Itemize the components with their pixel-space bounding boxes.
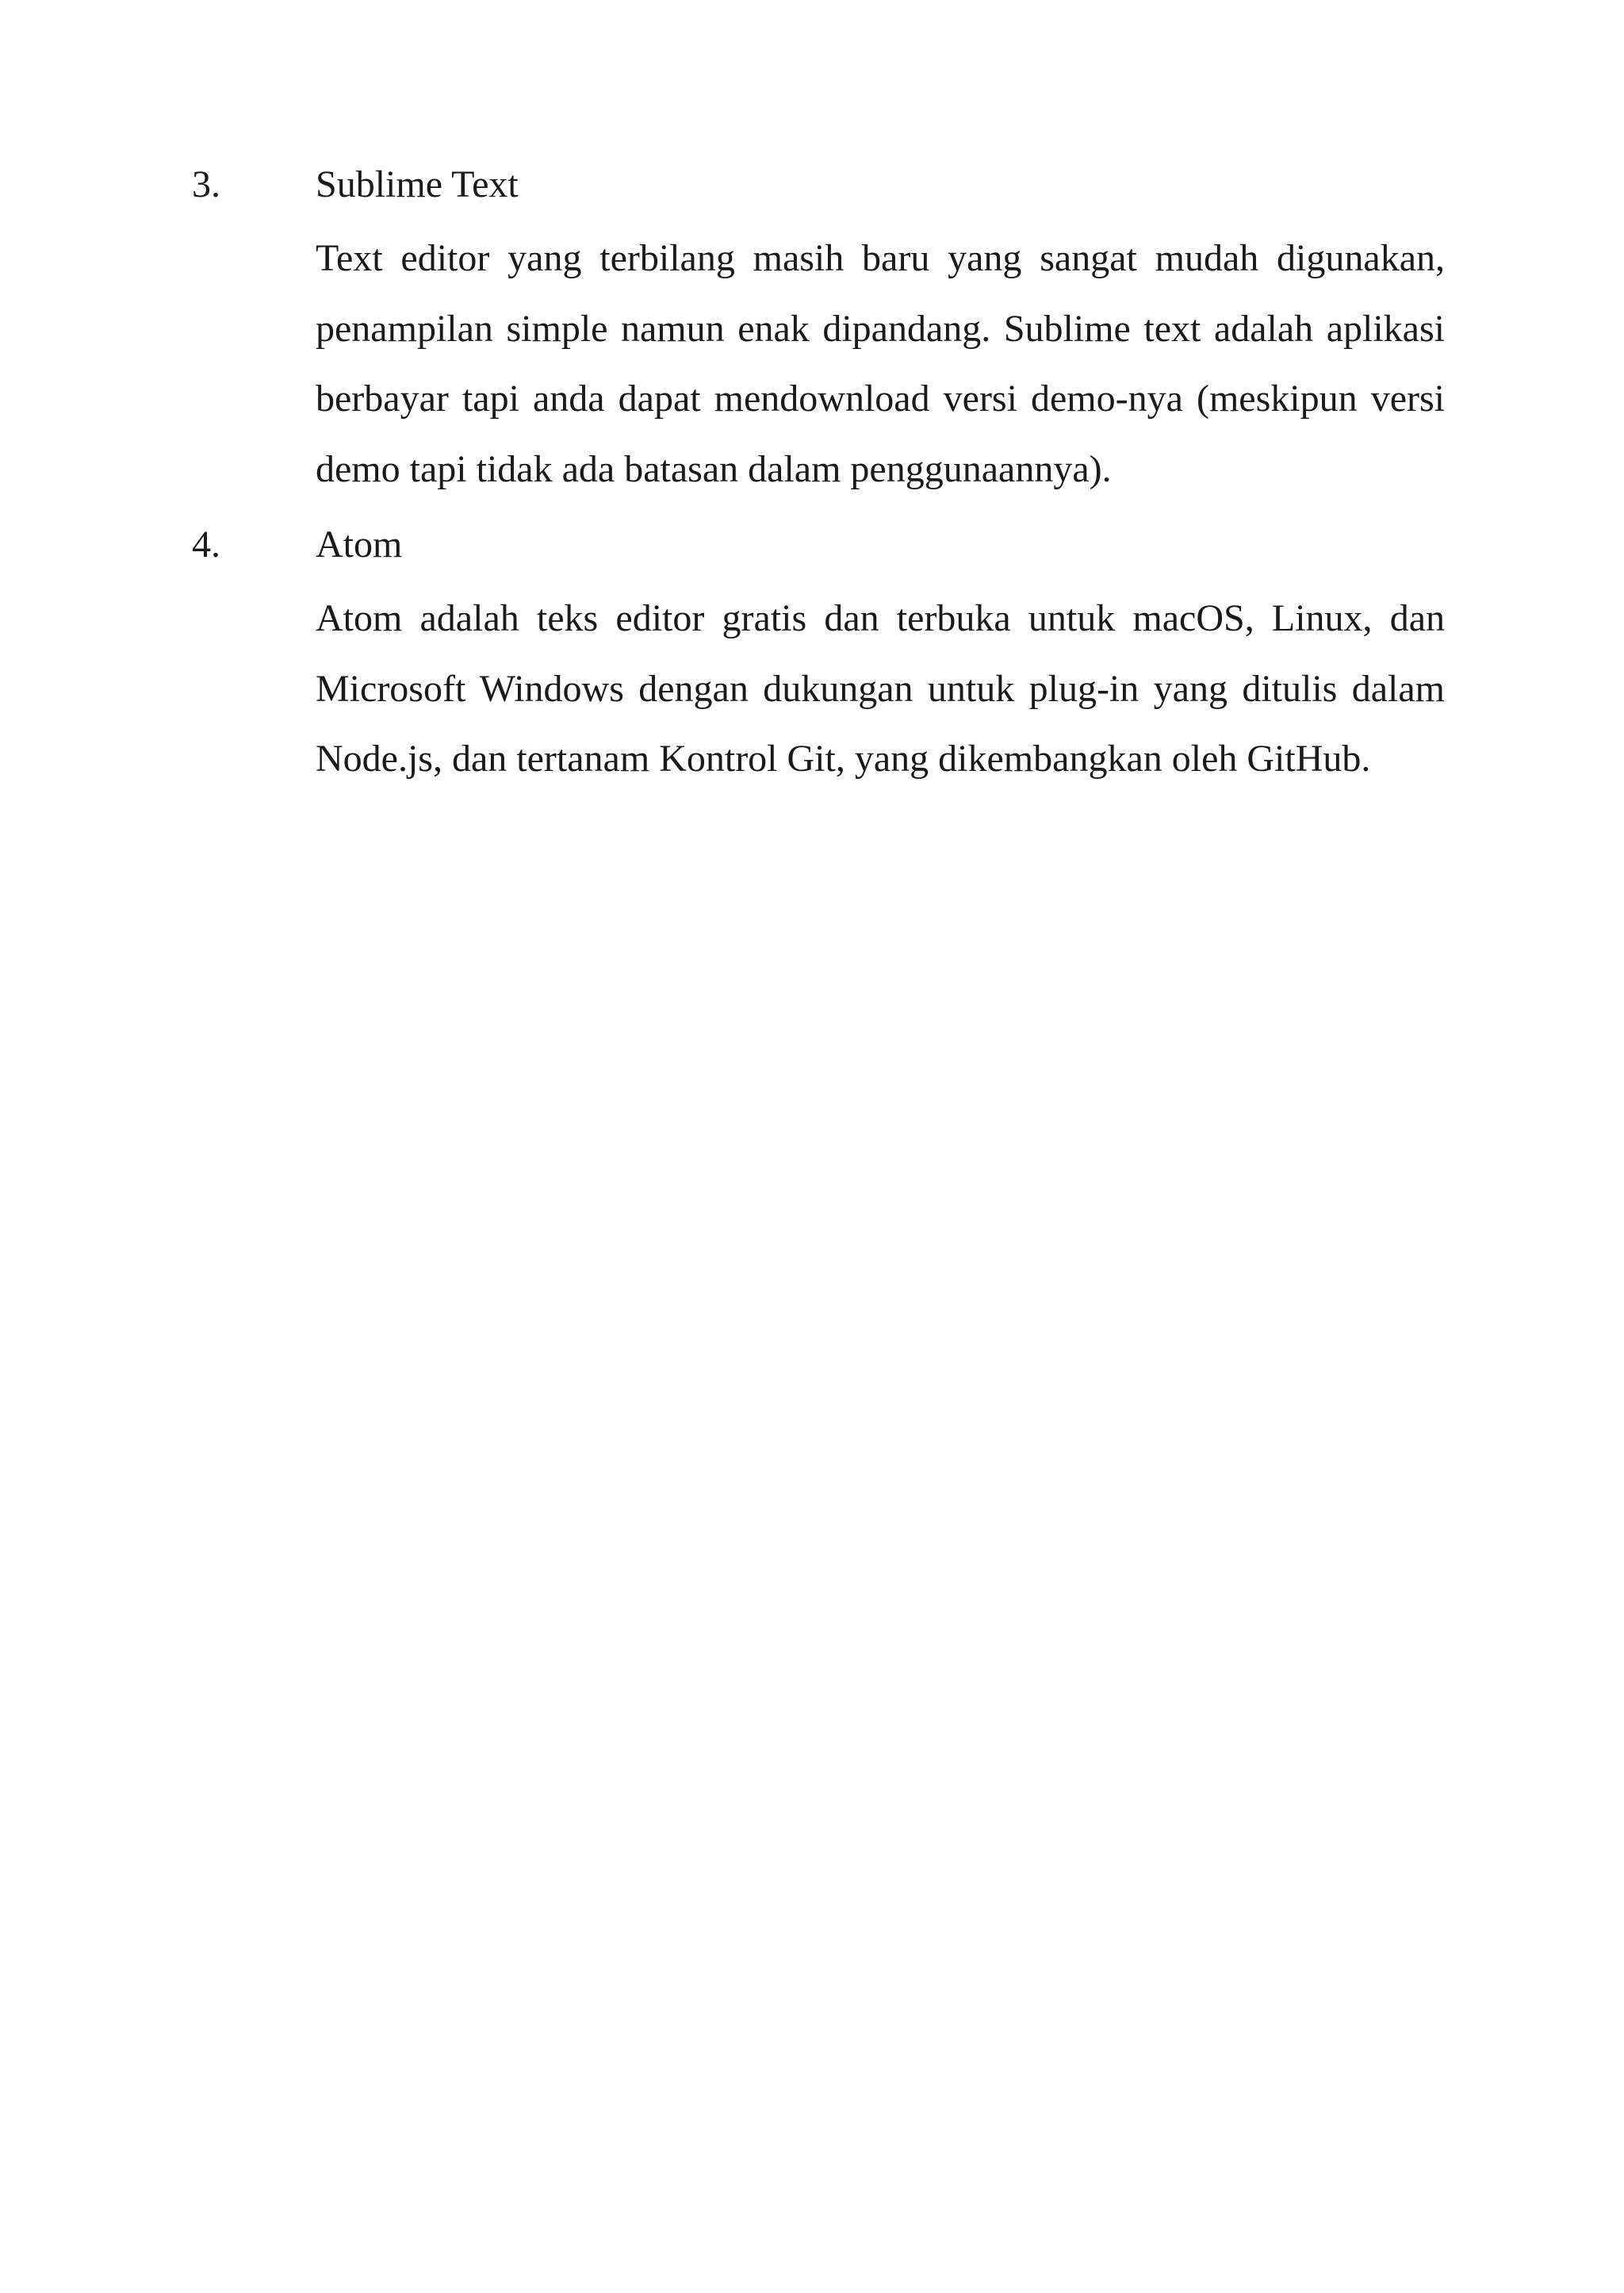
- list-item-number: 4.: [192, 523, 220, 566]
- list-item-paragraph: Text editor yang terbilang masih baru yang sangat mudah digunakan, penampilan simple namun enak dipandang. Sublime text adalah aplikasi berbayar tapi anda dapat mendownload versi demo-nya (meskipun versi demo tapi tidak ada batasan dalam penggunaannya).: [316, 237, 1445, 490]
- list-item-paragraph: Atom adalah teks editor gratis dan terbuka untuk macOS, Linux, dan Microsoft Windows dengan dukungan untuk plug-in yang ditulis dalam Node.js, dan tertanam Kontrol Git, yang dikembangkan oleh GitHub.: [316, 597, 1445, 780]
- numbered-list: [192, 159, 1445, 809]
- list-item-title: Atom: [316, 523, 403, 566]
- list-item-number: 3.: [192, 163, 220, 205]
- list-item-title: Sublime Text: [316, 163, 519, 205]
- list-item-sublime-text: [192, 159, 1445, 504]
- list-item-atom: [192, 519, 1445, 795]
